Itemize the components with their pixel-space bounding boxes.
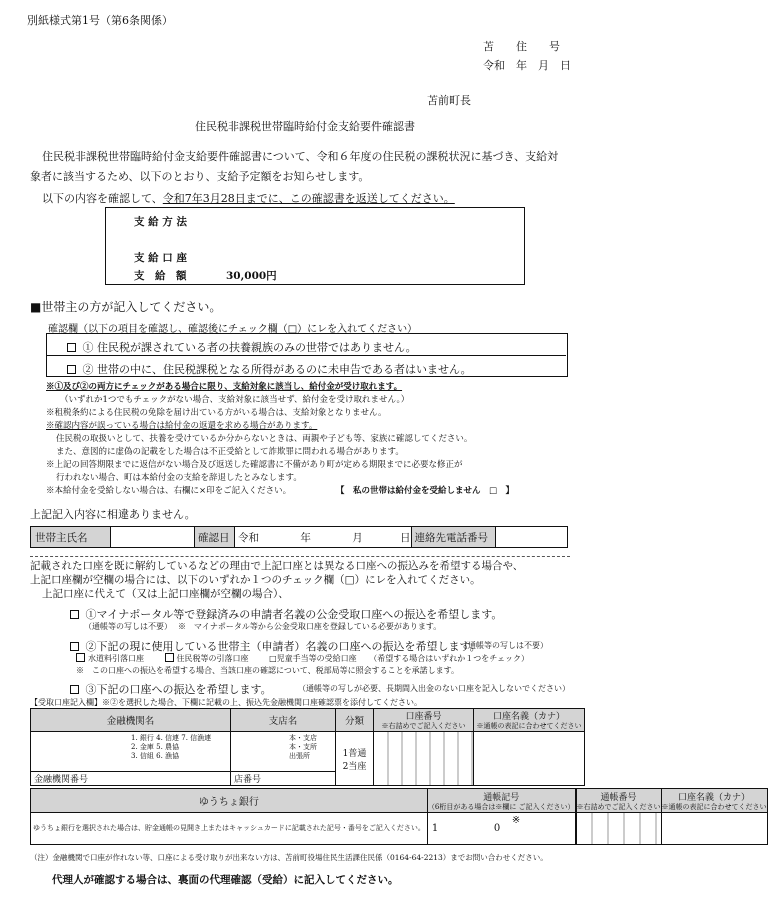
checkbox[interactable] — [76, 653, 85, 662]
symbol-star: ※ — [511, 815, 521, 826]
post-holder-header: 口座名義（カナ） ※通帳の表記に合わせてください — [661, 789, 767, 813]
notes — [46, 381, 472, 498]
branch-code[interactable]: 店番号 — [231, 772, 336, 786]
acct-no-header: 口座番号 ※右詰めでご記入ください — [374, 709, 474, 732]
checkbox[interactable] — [165, 653, 174, 662]
footnote: （注）金融機関で口座が作れない等、口座による受け取りが出来ない方は、苫前町役場住民生活課住民係（0164-64-2213）までお問い合わせください。 — [30, 853, 548, 862]
phone-field[interactable] — [495, 527, 567, 548]
document-number: 苫 住 号 — [483, 40, 560, 53]
inst-field[interactable]: 1. 銀行 4. 信連 7. 信漁連 2. 金庫 5. 農協 3. 信組 6. 漁協 — [31, 732, 231, 772]
checkbox[interactable] — [67, 343, 76, 352]
option-1-note-a: （通帳等の写しは不要） — [84, 622, 172, 631]
inst-header: 金融機関名 — [31, 709, 231, 732]
option-3-note: （通帳等の写しが必要、長期間入出金のない口座を記入しないでください） — [298, 684, 570, 693]
payment-account-label: 支 給 口 座 — [134, 252, 187, 264]
note-4: ※確認内容が誤っている場合は給付金の返還を求める場合があります。 — [46, 421, 318, 431]
check-item-2[interactable]: ② 世帯の中に、住民税課税となる所得があるのに未申告である者はいません。 — [67, 361, 472, 377]
note-8: 行われない場合、町は本給付金の支給を辞退したとみなします。 — [56, 473, 302, 483]
checkbox[interactable] — [67, 365, 76, 374]
symbol-zero: 0 — [493, 823, 501, 834]
note-7: ※上記の回答期限までに返信がない場合及び返送した確認書に不備があり町が定める期限までに必要な修正が — [46, 460, 463, 470]
intro-line-2: 象者に該当するため、以下のとおり、支給予定額をお知らせします。 — [30, 170, 370, 183]
date-field[interactable] — [235, 527, 412, 548]
head-name-field[interactable] — [111, 527, 195, 548]
day-label: 日 — [400, 531, 411, 544]
option-2-note: （通帳等の写しは不要） — [460, 641, 548, 650]
divider — [47, 355, 566, 356]
signature-row — [30, 526, 568, 548]
class-field[interactable]: 1普通 2当座 — [336, 732, 374, 786]
intro-line-3: 以下の内容を確認して、令和7年3月28日までに、この確認書を返送してください。 — [42, 192, 455, 205]
sender: 苫前町長 — [427, 94, 471, 107]
intro-line-1: 住民税非課税世帯臨時給付金支給要件確認書について、令和６年度の住民税の課税状況に基づき、支給対 — [42, 150, 559, 163]
note-9: ※本給付金を受給しない場合は、右欄に×印をご記入ください。 — [46, 486, 292, 496]
payment-amount-label: 支 給 額 — [134, 270, 187, 282]
option-2[interactable]: ②下記の現に使用している世帯主（申請者）名義の口座への振込を希望します。 — [70, 638, 481, 654]
section-heading: ■世帯主の方が記入してください。 — [30, 300, 222, 314]
acct-no-field[interactable] — [374, 732, 474, 786]
year-label: 年 — [300, 531, 311, 544]
agent-note: 代理人が確認する場合は、裏面の代理確認（受給）に記入してください。 — [52, 874, 399, 886]
post-holder-field[interactable] — [661, 813, 767, 845]
payment-method-label: 支 給 方 法 — [134, 216, 187, 228]
check-intro: 確認欄（以下の項目を確認し、確認後にチェック欄（□）にレを入れてください） — [48, 324, 418, 335]
bank-intro-2: 上記口座欄が空欄の場合には、以下のいずれか１つのチェック欄（□）にレを入れてください。 — [30, 574, 481, 586]
option-3[interactable]: ③下記の口座への振込を希望します。 — [70, 681, 272, 697]
checkbox[interactable] — [70, 610, 79, 619]
branch-field[interactable]: 本・支店 本・支所 出張所 — [231, 732, 336, 772]
option-1-note-b: ※ マイナポータル等から公金受取口座を登録している必要があります。 — [178, 622, 442, 631]
note-5: 住民税の取扱いとして、扶養を受けているか分からないときは、両親や子ども等、家族に確認してください。 — [56, 434, 473, 444]
phone-label: 連絡先電話番号 — [411, 527, 495, 548]
checkbox[interactable] — [70, 642, 79, 651]
cut-line — [30, 556, 570, 557]
note-2: （いずれか1つでもチェックがない場合、支給対象に該当せず、給付金を受け取れません。） — [60, 395, 410, 405]
bank-intro-1: 記載された口座を既に解約しているなどの理由で上記口座とは異なる口座への振込みを希望する場合や、 — [30, 560, 524, 572]
class-header: 分類 — [336, 709, 374, 732]
bank-intro-3: 上記口座に代えて（又は上記口座欄が空欄の場合）、 — [42, 588, 289, 600]
page-title: 住民税非課税世帯臨時給付金支給要件確認書 — [195, 120, 415, 133]
symbol-header: 通帳記号 （6桁目がある場合は※欄に ご記入ください） — [427, 789, 575, 813]
note-6: また、意図的に虚偽の記載をした場合は不正受給として詐欺罪に問われる場合があります。 — [56, 447, 404, 457]
option-2-note-2: ※ この口座への振込を希望する場合、当該口座の確認について、税部局等に照会することを承諾します。 — [76, 666, 460, 675]
option-1[interactable]: ①マイナポータル等で登録済みの申請者名義の公金受取口座への振込を希望します。 — [70, 606, 502, 622]
date-label: 確認日 — [195, 527, 235, 548]
post-account-table — [30, 788, 768, 845]
checkbox[interactable] — [70, 685, 79, 694]
symbol-field[interactable] — [427, 813, 575, 845]
post-note: ゆうちょ銀行を選択された場合は、貯金通帳の見開き上またはキャッシュカードに記載された記号・番号をご記入ください。 — [31, 813, 428, 845]
account-heading: 【受取口座記入欄】※②を選択した場合、下欄に記載の上、振込先金融機関口座確認票を添付してください。 — [30, 698, 422, 707]
issue-date: 令和 年 月 日 — [483, 59, 571, 72]
check-box-group — [46, 333, 568, 377]
branch-header: 支店名 — [231, 709, 336, 732]
number-header: 通帳番号 ※右詰めでご記入ください — [576, 789, 661, 813]
note-3: ※租税条約による住民税の免除を届け出ている方がいる場合は、支給対象となりません。 — [46, 408, 387, 418]
holder-field[interactable] — [474, 732, 585, 786]
bank-account-table — [30, 708, 585, 786]
form-id: 別紙様式第1号（第6条関係） — [27, 14, 173, 27]
payment-amount: 30,000円 — [226, 270, 277, 282]
payment-box — [105, 207, 525, 285]
era: 令和 — [238, 531, 259, 544]
refuse-checkbox[interactable]: 【 私の世帯は給付金を受給しません □ 】 — [336, 486, 515, 496]
post-name: ゆうちょ銀行 — [31, 789, 428, 813]
inst-code[interactable]: 金融機関番号 — [31, 772, 231, 786]
option-2-choices: 水道料引落口座 住民税等の引落口座 □児童手当等の受給口座 （希望する場合はいずれか１つをチェック） — [76, 653, 529, 664]
agree-statement: 上記記入内容に相違ありません。 — [30, 508, 196, 521]
holder-header: 口座名義（カナ） ※通帳の表記に合わせてください — [474, 709, 585, 732]
number-field[interactable] — [576, 813, 661, 845]
head-name-label: 世帯主氏名 — [31, 527, 111, 548]
check-item-1[interactable]: ① 住民税が課されている者の扶養親族のみの世帯ではありません。 — [67, 339, 417, 355]
symbol-one: 1 — [431, 823, 439, 834]
note-1: ※①及び②の両方にチェックがある場合に限り、支給対象に該当し、給付金が受け取れます。 — [46, 382, 403, 392]
month-label: 月 — [352, 531, 363, 544]
